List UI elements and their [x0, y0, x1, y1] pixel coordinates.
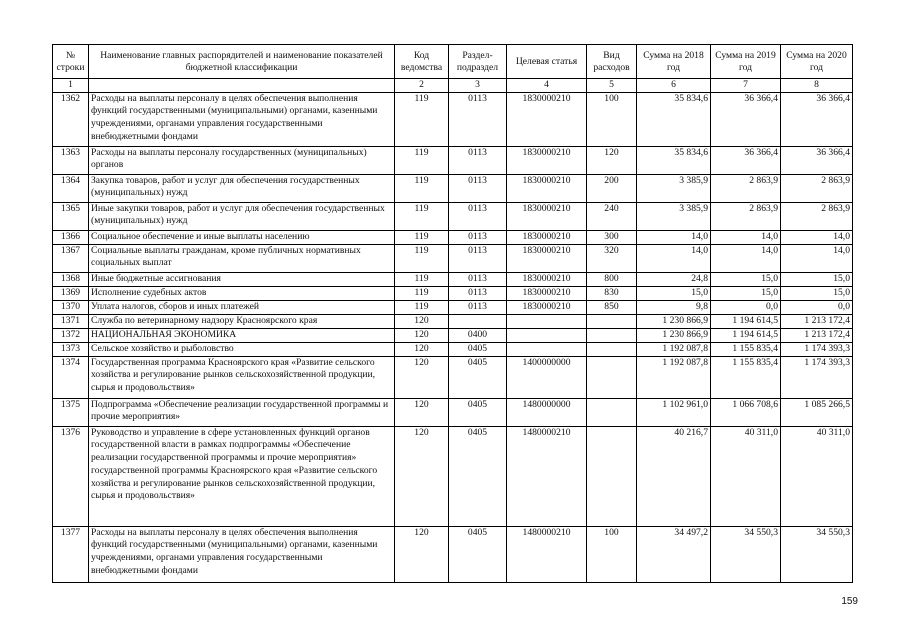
row-sum-2019: 40 311,0 — [711, 426, 781, 526]
table-row — [53, 92, 853, 146]
row-sum-2018: 1 192 087,8 — [637, 342, 711, 356]
row-section: 0113 — [449, 92, 507, 146]
row-sum-2018: 35 834,6 — [637, 92, 711, 146]
table-row — [53, 244, 853, 272]
row-name: Иные закупки товаров, работ и услуг для обеспечения государственных (муниципальных) нужд — [89, 202, 395, 230]
row-name: Руководство и управление в сфере установленных функций органов государственной власти в рамках подпрограммы «Обеспечение реализации государственной программы и прочие мероприятия» государственной программы Красноярского края «Развитие сельского хозяйства и регулирование рынков сельскохозяйственной продукции, сырья и продовольствия» — [89, 426, 395, 526]
row-sum-2020: 36 366,4 — [781, 146, 853, 174]
row-target-article: 1480000000 — [507, 398, 587, 426]
row-name: Расходы на выплаты персоналу государственных (муниципальных) органов — [89, 146, 395, 174]
row-section: 0113 — [449, 174, 507, 202]
row-sum-2019: 1 194 614,5 — [711, 328, 781, 342]
row-department-code: 120 — [395, 314, 449, 328]
row-sum-2019: 1 194 614,5 — [711, 314, 781, 328]
header-sum-2019: Сумма на 2019 год — [711, 45, 781, 79]
row-sum-2020: 1 213 172,4 — [781, 328, 853, 342]
row-number: 1372 — [53, 328, 89, 342]
header-name: Наименование главных распорядителей и наименование показателей бюджетной классификации — [89, 45, 395, 79]
row-target-article: 1830000210 — [507, 146, 587, 174]
row-number: 1366 — [53, 230, 89, 244]
row-department-code: 119 — [395, 174, 449, 202]
row-sum-2019: 15,0 — [711, 272, 781, 286]
row-section: 0405 — [449, 526, 507, 582]
column-number — [89, 79, 395, 93]
row-section: 0113 — [449, 286, 507, 300]
row-sum-2019: 0,0 — [711, 300, 781, 314]
row-sum-2019: 1 066 708,6 — [711, 398, 781, 426]
header-target-article: Целевая статья — [507, 45, 587, 79]
column-number: 1 — [53, 79, 89, 93]
row-expense-type — [587, 328, 637, 342]
header-sum-2018: Сумма на 2018 год — [637, 45, 711, 79]
row-department-code: 119 — [395, 272, 449, 286]
row-sum-2018: 3 385,9 — [637, 202, 711, 230]
row-sum-2018: 35 834,6 — [637, 146, 711, 174]
row-department-code: 119 — [395, 230, 449, 244]
row-sum-2019: 1 155 835,4 — [711, 356, 781, 398]
row-name: Государственная программа Красноярского края «Развитие сельского хозяйства и регулирование рынков сельскохозяйственной продукции, сырья и продовольствия» — [89, 356, 395, 398]
row-number: 1373 — [53, 342, 89, 356]
row-target-article: 1830000210 — [507, 174, 587, 202]
table-row — [53, 272, 853, 286]
row-sum-2020: 15,0 — [781, 272, 853, 286]
header-section: Раздел-подраздел — [449, 45, 507, 79]
row-department-code: 120 — [395, 342, 449, 356]
table-row — [53, 146, 853, 174]
row-name: Закупка товаров, работ и услуг для обеспечения государственных (муниципальных) нужд — [89, 174, 395, 202]
row-name: Уплата налогов, сборов и иных платежей — [89, 300, 395, 314]
row-number: 1362 — [53, 92, 89, 146]
table-row — [53, 286, 853, 300]
header-row — [53, 45, 853, 79]
row-number: 1365 — [53, 202, 89, 230]
row-target-article: 1830000210 — [507, 300, 587, 314]
row-expense-type: 850 — [587, 300, 637, 314]
row-sum-2020: 14,0 — [781, 244, 853, 272]
row-target-article: 1400000000 — [507, 356, 587, 398]
row-target-article — [507, 328, 587, 342]
row-section: 0113 — [449, 230, 507, 244]
row-department-code: 120 — [395, 398, 449, 426]
row-sum-2018: 1 230 866,9 — [637, 314, 711, 328]
row-sum-2018: 15,0 — [637, 286, 711, 300]
row-sum-2020: 36 366,4 — [781, 92, 853, 146]
row-number: 1374 — [53, 356, 89, 398]
column-number: 7 — [711, 79, 781, 93]
row-name: Иные бюджетные ассигнования — [89, 272, 395, 286]
table-row — [53, 202, 853, 230]
row-target-article: 1830000210 — [507, 244, 587, 272]
column-number: 2 — [395, 79, 449, 93]
column-number: 3 — [449, 79, 507, 93]
row-section: 0405 — [449, 342, 507, 356]
table-row — [53, 398, 853, 426]
row-target-article: 1830000210 — [507, 272, 587, 286]
header-sum-2020: Сумма на 2020 год — [781, 45, 853, 79]
table-row — [53, 342, 853, 356]
row-number: 1364 — [53, 174, 89, 202]
row-department-code: 120 — [395, 426, 449, 526]
row-sum-2018: 1 192 087,8 — [637, 356, 711, 398]
row-sum-2020: 14,0 — [781, 230, 853, 244]
row-department-code: 119 — [395, 92, 449, 146]
row-department-code: 119 — [395, 202, 449, 230]
row-sum-2020: 40 311,0 — [781, 426, 853, 526]
row-sum-2019: 14,0 — [711, 244, 781, 272]
row-sum-2019: 1 155 835,4 — [711, 342, 781, 356]
row-target-article: 1830000210 — [507, 92, 587, 146]
column-number: 5 — [587, 79, 637, 93]
table-row — [53, 300, 853, 314]
row-department-code: 119 — [395, 146, 449, 174]
row-section: 0113 — [449, 202, 507, 230]
table-row — [53, 230, 853, 244]
row-expense-type — [587, 356, 637, 398]
row-sum-2018: 40 216,7 — [637, 426, 711, 526]
row-expense-type: 100 — [587, 526, 637, 582]
row-expense-type: 100 — [587, 92, 637, 146]
column-number-row — [53, 79, 853, 93]
column-number: 4 — [507, 79, 587, 93]
row-section: 0400 — [449, 328, 507, 342]
row-name: Социальные выплаты гражданам, кроме публичных нормативных социальных выплат — [89, 244, 395, 272]
row-department-code: 120 — [395, 328, 449, 342]
row-sum-2018: 1 230 866,9 — [637, 328, 711, 342]
row-expense-type: 300 — [587, 230, 637, 244]
row-section: 0113 — [449, 146, 507, 174]
row-section: 0113 — [449, 272, 507, 286]
row-sum-2018: 14,0 — [637, 244, 711, 272]
row-number: 1375 — [53, 398, 89, 426]
row-sum-2020: 15,0 — [781, 286, 853, 300]
row-sum-2019: 36 366,4 — [711, 92, 781, 146]
row-name: НАЦИОНАЛЬНАЯ ЭКОНОМИКА — [89, 328, 395, 342]
row-number: 1377 — [53, 526, 89, 582]
row-name: Служба по ветеринарному надзору Красноярского края — [89, 314, 395, 328]
row-sum-2020: 34 550,3 — [781, 526, 853, 582]
row-expense-type: 240 — [587, 202, 637, 230]
header-row-number: № строки — [53, 45, 89, 79]
row-sum-2019: 36 366,4 — [711, 146, 781, 174]
row-target-article: 1830000210 — [507, 286, 587, 300]
row-sum-2019: 14,0 — [711, 230, 781, 244]
row-name: Сельское хозяйство и рыболовство — [89, 342, 395, 356]
row-sum-2020: 1 213 172,4 — [781, 314, 853, 328]
column-number: 8 — [781, 79, 853, 93]
row-sum-2019: 2 863,9 — [711, 202, 781, 230]
row-sum-2020: 0,0 — [781, 300, 853, 314]
page-number: 159 — [841, 596, 858, 607]
row-sum-2019: 15,0 — [711, 286, 781, 300]
row-section: 0405 — [449, 356, 507, 398]
row-sum-2020: 1 085 266,5 — [781, 398, 853, 426]
table-row — [53, 328, 853, 342]
row-section: 0113 — [449, 300, 507, 314]
row-sum-2018: 9,8 — [637, 300, 711, 314]
row-expense-type — [587, 426, 637, 526]
budget-table — [52, 44, 853, 583]
row-sum-2019: 34 550,3 — [711, 526, 781, 582]
row-sum-2020: 2 863,9 — [781, 202, 853, 230]
row-sum-2018: 24,8 — [637, 272, 711, 286]
column-number: 6 — [637, 79, 711, 93]
row-name: Подпрограмма «Обеспечение реализации государственной программы и прочие мероприятия» — [89, 398, 395, 426]
row-expense-type — [587, 398, 637, 426]
row-number: 1367 — [53, 244, 89, 272]
row-section: 0113 — [449, 244, 507, 272]
row-number: 1376 — [53, 426, 89, 526]
table-row — [53, 526, 853, 582]
row-expense-type: 830 — [587, 286, 637, 300]
row-section: 0405 — [449, 398, 507, 426]
row-expense-type — [587, 314, 637, 328]
row-expense-type: 800 — [587, 272, 637, 286]
row-name: Расходы на выплаты персоналу в целях обеспечения выполнения функций государственными (муниципальными) органами, казенными учреждениями, органами управления государственными внебюджетными фондами — [89, 526, 395, 582]
row-target-article — [507, 314, 587, 328]
row-department-code: 119 — [395, 244, 449, 272]
row-sum-2018: 14,0 — [637, 230, 711, 244]
row-sum-2018: 3 385,9 — [637, 174, 711, 202]
row-department-code: 119 — [395, 300, 449, 314]
row-section: 0405 — [449, 426, 507, 526]
header-expense-type: Вид расходов — [587, 45, 637, 79]
row-target-article — [507, 342, 587, 356]
table-row — [53, 174, 853, 202]
header-department-code: Код ведомства — [395, 45, 449, 79]
row-target-article: 1830000210 — [507, 202, 587, 230]
row-name: Расходы на выплаты персоналу в целях обеспечения выполнения функций государственными (муниципальными) органами, казенными учреждениями, органами управления государственными внебюджетными фондами — [89, 92, 395, 146]
row-number: 1368 — [53, 272, 89, 286]
row-sum-2020: 1 174 393,3 — [781, 356, 853, 398]
row-sum-2020: 1 174 393,3 — [781, 342, 853, 356]
table-row — [53, 356, 853, 398]
row-name: Социальное обеспечение и иные выплаты населению — [89, 230, 395, 244]
row-number: 1371 — [53, 314, 89, 328]
table-row — [53, 426, 853, 526]
row-expense-type: 200 — [587, 174, 637, 202]
row-expense-type — [587, 342, 637, 356]
row-section — [449, 314, 507, 328]
row-name: Исполнение судебных актов — [89, 286, 395, 300]
row-sum-2020: 2 863,9 — [781, 174, 853, 202]
row-target-article: 1480000210 — [507, 426, 587, 526]
row-target-article: 1480000210 — [507, 526, 587, 582]
row-expense-type: 120 — [587, 146, 637, 174]
row-target-article: 1830000210 — [507, 230, 587, 244]
row-number: 1369 — [53, 286, 89, 300]
row-department-code: 119 — [395, 286, 449, 300]
row-number: 1370 — [53, 300, 89, 314]
table-row — [53, 314, 853, 328]
row-sum-2018: 34 497,2 — [637, 526, 711, 582]
row-expense-type: 320 — [587, 244, 637, 272]
row-department-code: 120 — [395, 356, 449, 398]
row-sum-2019: 2 863,9 — [711, 174, 781, 202]
row-department-code: 120 — [395, 526, 449, 582]
row-number: 1363 — [53, 146, 89, 174]
row-sum-2018: 1 102 961,0 — [637, 398, 711, 426]
